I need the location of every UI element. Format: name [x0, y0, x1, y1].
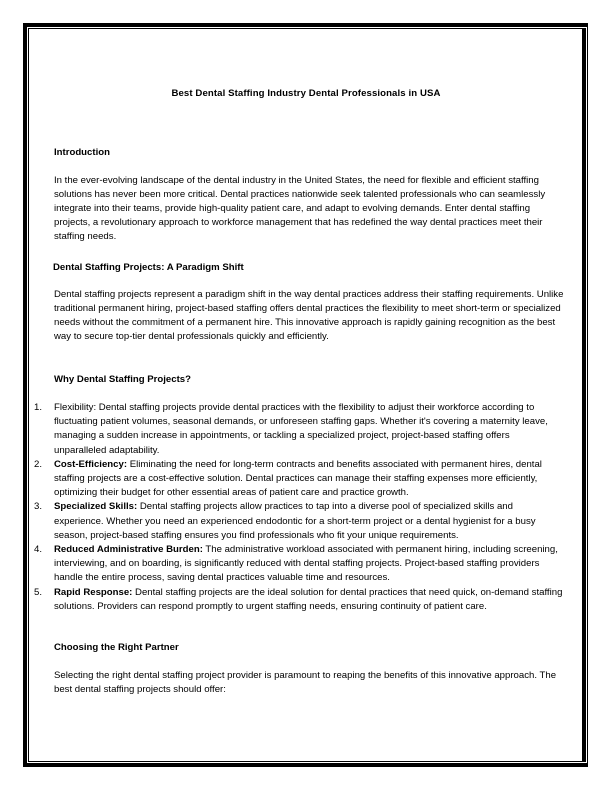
list-item-label: Rapid Response:: [54, 586, 133, 598]
list-item-label: Cost-Efficiency:: [54, 458, 128, 470]
benefits-list: [34, 401, 564, 614]
list-item-label: Specialized Skills:: [54, 501, 138, 513]
list-number: 4.: [34, 544, 43, 556]
list-item-text: Dental staffing projects provide dental practices with the flexibility to adjust their workforce according to fluctuating patient volumes, seasonal demands, or unforeseen staffing gaps. Whether it's covering a maternity leave, managing a sudden increase in appointments, or tackling a specialized project, project-based staffing offers unparalleled adaptability.: [54, 402, 548, 456]
heading-introduction: Introduction: [54, 147, 110, 158]
paragraph-choosing-partner: Selecting the right dental staffing project provider is paramount to reaping the benefits of this innovative approach. The best dental staffing projects should offer:: [54, 670, 557, 695]
list-item-label: Flexibility:: [54, 402, 97, 413]
list-item-text: Dental staffing projects allow practices to tap into a diverse pool of specialized skills and experience. Whether you need an experienced endodontic for a short-term project or a dental hygienist for a busy season, project-based staffing ensures you find professionals who fit your unique requirements.: [54, 501, 536, 541]
list-item-specialized-skills: [34, 500, 564, 543]
list-number: 5.: [34, 586, 43, 598]
heading-why-dental-staffing: Why Dental Staffing Projects?: [54, 374, 191, 385]
list-number: 1.: [34, 402, 43, 413]
list-item-cost-efficiency: [34, 458, 564, 501]
list-number: 2.: [34, 458, 43, 470]
list-item-rapid-response: [34, 586, 564, 614]
heading-paradigm-shift: Dental Staffing Projects: A Paradigm Shift: [53, 262, 244, 273]
paragraph-introduction: In the ever-evolving landscape of the dental industry in the United States, the need for flexible and efficient staffing solutions has never been more critical. Dental practices nationwide seek talented professionals who can seamlessly integrate into their teams, provide high-quality patient care, and adapt to evolving demands. Enter dental staffing projects, a revolutionary approach to workforce management that has redefined the way dental practices meet their staffing needs.: [54, 175, 546, 242]
heading-choosing-partner: Choosing the Right Partner: [54, 642, 179, 653]
list-item-flexibility: [34, 401, 564, 458]
paragraph-paradigm-shift: Dental staffing projects represent a paradigm shift in the way dental practices address their staffing requirements. Unlike traditional permanent hiring, project-based staffing offers dental practices the flexibility to meet short-term or specialized needs without the commitment of a permanent hire. This innovative approach is rapidly gaining recognition as the best way to secure top-tier dental professionals quickly and efficiently.: [54, 289, 564, 342]
list-number: 3.: [34, 501, 43, 513]
document-title: Best Dental Staffing Industry Dental Professionals in USA: [171, 88, 441, 99]
list-item-text: Eliminating the need for long-term contracts and benefits associated with permanent hires, dental staffing projects are a cost-effective solution. Dental practices can manage their staffing expenses more efficiently, optimizing their budget for other essential areas of patient care and practice growth.: [54, 458, 542, 499]
list-item-reduced-admin-burden: [34, 543, 564, 586]
list-item-text: The administrative workload associated with permanent hiring, including screening, interviewing, and on boarding, is significantly reduced with dental staffing projects. Project-based staffing providers handle the entire process, saving dental practices valuable time and resources.: [54, 544, 558, 584]
list-item-text: Dental staffing projects are the ideal solution for dental practices that need quick, on-demand staffing solutions. Providers can respond promptly to urgent staffing needs, ensuring continuity of patient care.: [54, 586, 563, 612]
list-item-label: Reduced Administrative Burden:: [54, 544, 203, 556]
